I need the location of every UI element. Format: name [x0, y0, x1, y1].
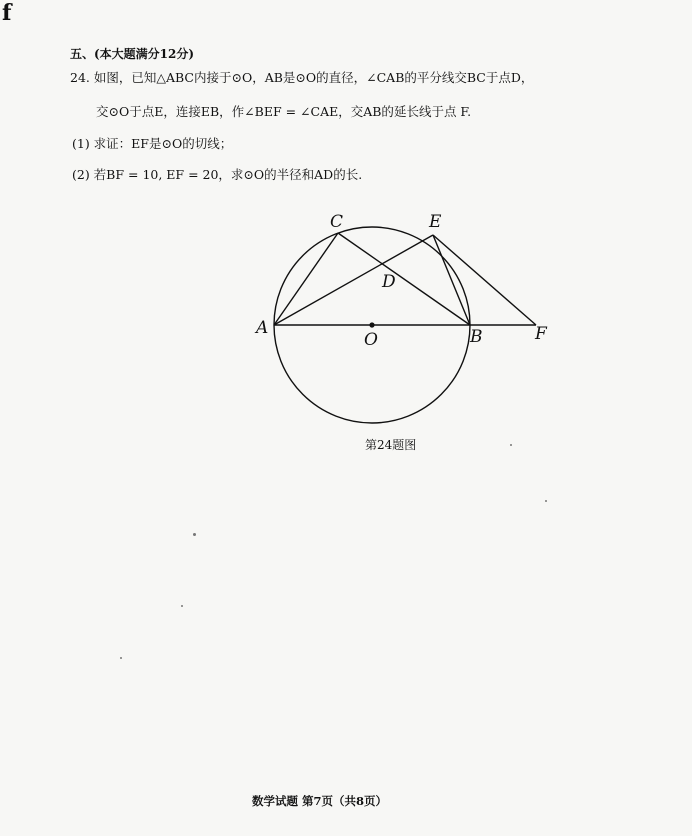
- section-title: 五、(本大题满分12分): [70, 47, 195, 61]
- scan-speck: [193, 533, 196, 536]
- center-point: [369, 322, 374, 327]
- geometry-figure: [250, 205, 570, 430]
- page-footer: 数学试题 第7页（共8页）: [252, 794, 388, 808]
- label-d: D: [382, 272, 396, 292]
- line-ef: [433, 235, 536, 325]
- question-part-2: (2) 若BF = 10, EF = 20，求⊙O的半径和AD的长.: [72, 167, 363, 182]
- label-f: F: [535, 324, 547, 344]
- question-line-1: 24. 如图，已知△ABC内接于⊙O，AB是⊙O的直径，∠CAB的平分线交BC于点D，: [70, 70, 534, 85]
- line-ae: [274, 235, 433, 325]
- line-ac: [274, 233, 338, 325]
- scan-speck: [120, 657, 122, 659]
- label-a: A: [256, 318, 269, 338]
- label-e: E: [429, 212, 442, 232]
- scan-speck: [545, 500, 547, 502]
- scan-speck: [510, 444, 512, 446]
- label-b: B: [470, 327, 483, 347]
- line-cb: [338, 233, 470, 325]
- scan-speck: [181, 605, 183, 607]
- question-part-1: (1) 求证：EF是⊙O的切线；: [72, 136, 233, 151]
- question-line-2: 交⊙O于点E，连接EB，作∠BEF = ∠CAE，交AB的延长线于点 F.: [96, 104, 472, 119]
- label-c: C: [330, 212, 344, 232]
- figure-caption: 第24题图: [365, 438, 417, 452]
- label-o: O: [364, 330, 378, 350]
- page-corner-mark: f: [2, 0, 12, 26]
